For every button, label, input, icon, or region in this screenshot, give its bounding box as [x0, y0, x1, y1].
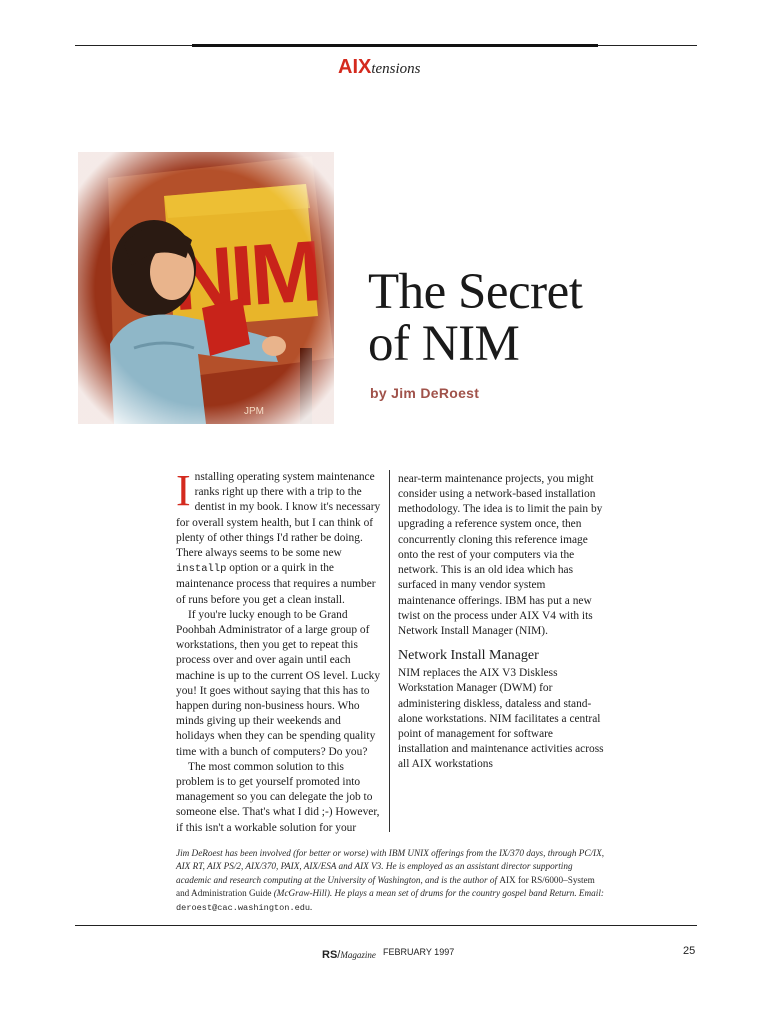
paragraph-4-cont: NIM replaces the AIX V3 Diskless Workstation Manager (DWM) for administering diskless, dataless and stand-alone workstations. NIM facilitates a central point of management for software installation and maintenance activities across all AIX workstations — [398, 667, 604, 771]
section-logo — [338, 56, 421, 79]
paragraph-1-text: nstalling operating system maintenance ranks right up there with a trip to the dentist in my book. I know it's necessary for overall system health, but I can think of plenty of other things I'd rather be doing. There always seems to be some new — [176, 471, 381, 560]
paragraph-3-start-cont — [398, 470, 604, 639]
bio-text-4: . — [310, 901, 313, 912]
article-column-1 — [176, 470, 382, 834]
bottom-rule — [75, 925, 697, 926]
footer-magazine — [322, 945, 376, 963]
footer-rs: RS — [322, 949, 338, 961]
paragraph-1-tail: option or a quirk in the maintenance process that requires a number of runs before you get a clean install. — [176, 562, 376, 606]
paragraph-2: If you're lucky enough to be Grand Poohbah Administrator of a large group of workstations, then you get to repeat this process over and over again until each machine is up to the current OS level. Lucky you! It goes without saying that this has to happen during non-business hours. Who minds giving up their weekends and holidays when they can be spending quality time with a bunch of computers? Do you? — [176, 608, 381, 758]
bio-text-3: ). He plays a mean set of drums for the country gospel band Return. Email: — [326, 888, 604, 899]
bio-book-title: AIX for RS/6000–System and Administration Guide — [176, 874, 595, 899]
column-divider — [389, 470, 390, 832]
logo-tensions: tensions — [371, 61, 421, 77]
drop-cap: I — [176, 470, 191, 515]
footer-date: FEBRUARY 1997 — [383, 947, 455, 957]
paragraph-3-text: The most common solution to this problem is to get yourself promoted into management so you can delegate the job to someone else. That's what I did ;-) However, if this isn't a workable solution for your — [176, 760, 380, 834]
paragraph-3-start — [176, 760, 382, 834]
title-line-2: of NIM — [368, 316, 520, 372]
paragraph-1 — [176, 470, 382, 608]
bio-text-1: Jim DeRoest has been involved (for better or worse) with IBM UNIX offerings from the IX/370 days, through PC/IX, AIX RT, AIX PS/2, AIX/370, PAIX, AIX/ESA and AIX V3. He is employed as an assistant director supporting academic and research computing at the University of Washington, and is the author of — [176, 848, 605, 885]
logo-aix: AIX — [338, 56, 372, 78]
bio-email[interactable]: deroest@cac.washington.edu — [176, 902, 311, 913]
top-rule-thick — [192, 44, 598, 47]
article-title — [368, 266, 582, 370]
title-line-1: The Secret — [368, 264, 583, 320]
bio-publisher: McGraw-Hill — [276, 888, 327, 899]
nim-illustration — [74, 148, 338, 428]
page-number: 25 — [683, 945, 696, 957]
article-column-2 — [398, 470, 604, 834]
subhead-network-install-manager-cont: Network Install Manager — [398, 648, 539, 664]
paragraph-3-text-cont: near-term maintenance projects, you might consider using a network-based installation methodology. The idea is to limit the pain by upgrading a reference system once, then concurrently cloning this reference image onto the rest of your computers via the network. This is an old idea which has surfaced in many vendor system maintenance offerings. IBM has put a new twist on the process under AIX V4 with its Network Install Manager (NIM). — [398, 472, 603, 637]
installp-code: installp — [176, 563, 227, 576]
bio-text-2: ( — [271, 888, 277, 899]
byline: by Jim DeRoest — [370, 385, 480, 401]
column-1-flow — [176, 470, 382, 834]
footer-slash: / — [337, 949, 341, 961]
column-2-flow — [398, 470, 604, 773]
footer-magazine-word: Magazine — [340, 950, 376, 960]
author-bio — [176, 847, 606, 915]
